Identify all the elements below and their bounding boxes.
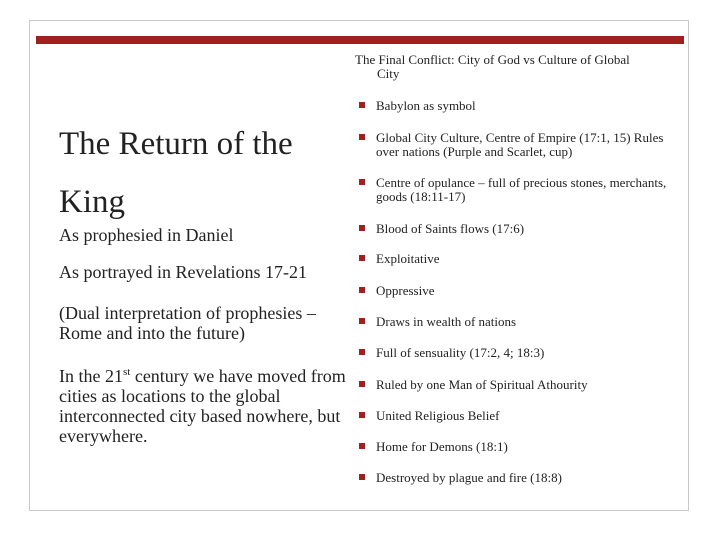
bullet-text: United Religious Belief [376, 408, 500, 423]
left-text-dual-interpretation: (Dual interpretation of prophesies – Rome and into the future) [59, 303, 316, 343]
bullet-square-icon [359, 349, 365, 355]
bullet-text: Ruled by one Man of Spiritual Athourity [376, 377, 588, 392]
bullet-square-icon [359, 381, 365, 387]
left-text-21st-century [59, 366, 349, 446]
bullet-square-icon [359, 225, 365, 231]
bullet-square-icon [359, 255, 365, 261]
bullet-text: Centre of opulance – full of precious stones, merchants, goods (18:11-17) [376, 175, 667, 204]
left-text-revelations: As portrayed in Revelations 17-21 [59, 262, 307, 282]
right-heading-line2: City [377, 66, 400, 81]
bullet-square-icon [359, 134, 365, 140]
bullet-square-icon [359, 443, 365, 449]
bullet-text: Draws in wealth of nations [376, 314, 517, 329]
bullet-square-icon [359, 102, 365, 108]
bullet-text: Oppressive [376, 283, 435, 298]
century-text-end: century we have moved from cities as locations to the global interconnected city based nowhere, but everywhere. [59, 366, 346, 446]
bullet-text: Destroyed by plague and fire (18:8) [376, 470, 562, 485]
bullet-square-icon [359, 179, 365, 185]
left-text-daniel: As prophesied in Daniel [59, 225, 234, 245]
bullet-text: Exploitative [376, 251, 440, 266]
right-heading [355, 53, 675, 81]
century-superscript: st [122, 366, 131, 378]
bullet-text: Full of sensuality (17:2, 4; 18:3) [376, 345, 545, 360]
bullet-square-icon [359, 287, 365, 293]
bullet-square-icon [359, 474, 365, 480]
bullet-square-icon [359, 318, 365, 324]
right-heading-line1: The Final Conflict: City of God vs Culture of Global [355, 52, 630, 67]
bullet-text: Blood of Saints flows (17:6) [376, 221, 525, 236]
century-text-start: In the 21 [59, 366, 123, 386]
bullet-square-icon [359, 412, 365, 418]
bullet-text: Babylon as symbol [376, 98, 476, 113]
slide-title: The Return of the King [59, 126, 293, 220]
bullet-text: Home for Demons (18:1) [376, 439, 508, 454]
accent-bar [36, 36, 684, 44]
bullet-text: Global City Culture, Centre of Empire (17:1, 15) Rules over nations (Purple and Scarlet, cup) [376, 130, 664, 159]
